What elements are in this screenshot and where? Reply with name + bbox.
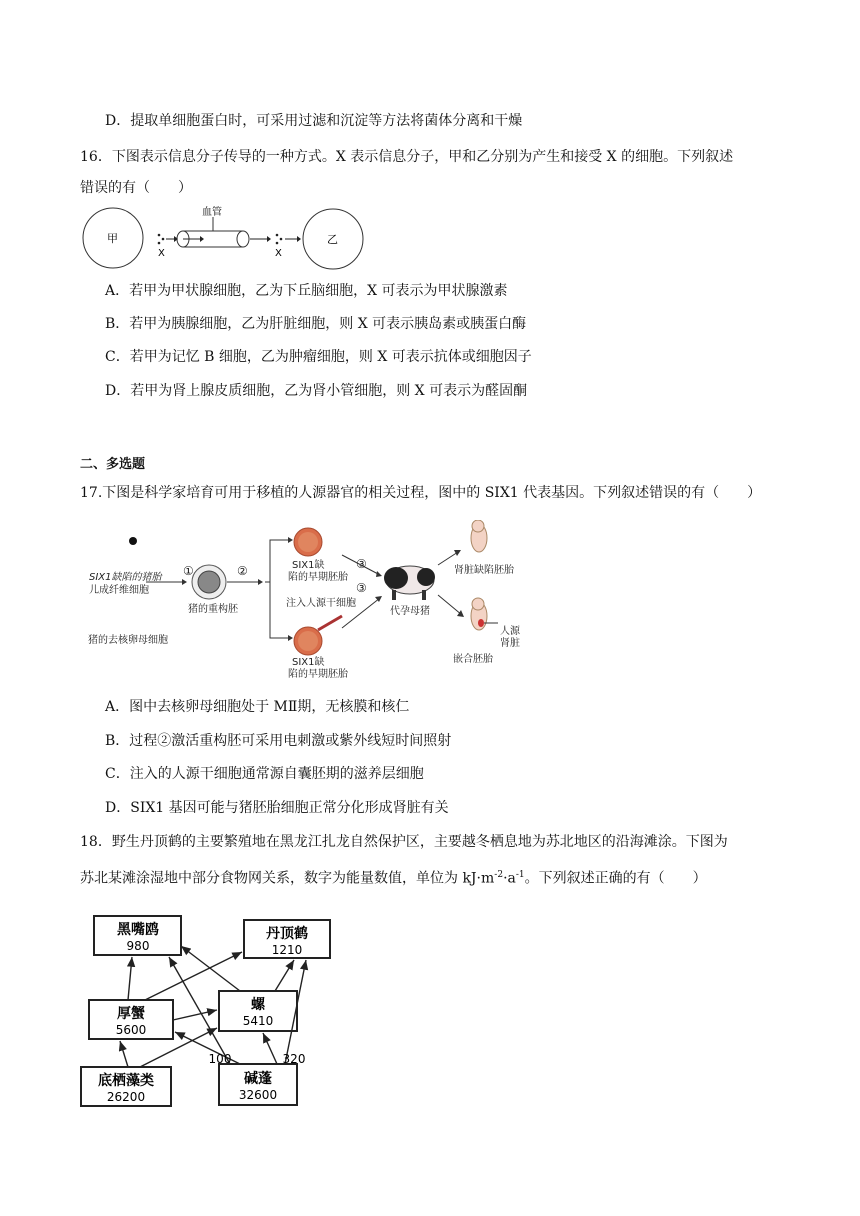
q16-option-d: D．若甲为肾上腺皮质细胞，乙为肾小管细胞，则 X 可表示为醛固酮 <box>105 383 528 399</box>
cell-b-label: 乙 <box>327 233 338 246</box>
edge-label-320: 320 <box>282 1052 306 1066</box>
q17-option-a: A．图中去核卵母细胞处于 MⅡ期，无核膜和核仁 <box>105 699 410 715</box>
q16-option-c: C．若甲为记忆 B 细胞，乙为肿瘤细胞，则 X 可表示抗体或细胞因子 <box>105 349 532 365</box>
human-kidney-label-1: 人源 <box>500 626 520 637</box>
node-black-gull-name: 黑嘴鸥 <box>117 922 159 938</box>
x-right-label: X <box>275 248 282 259</box>
reconstructed-embryo-label: 猪的重构胚 <box>188 604 238 615</box>
fibroblast-label-2: 儿成纤维细胞 <box>89 585 149 596</box>
surrogate-label: 代孕母猪 <box>390 606 430 617</box>
q17-stem: 17.下图是科学家培育可用于移植的人源器官的相关过程，图中的 SIX1 代表基因。下列叙述错误的有（ ） <box>80 485 762 501</box>
section-title: 二、多选题 <box>80 457 146 472</box>
oocyte-label: 猪的去核卵母细胞 <box>88 635 168 646</box>
q17-option-c: C．注入的人源干细胞通常源自囊胚期的滋养层细胞 <box>105 766 424 782</box>
step-1-label: ① <box>183 564 194 578</box>
edge-label-100: 100 <box>208 1052 232 1066</box>
fibroblast-label: SIX1缺陷的猪胎 <box>89 572 162 583</box>
human-kidney-label-2: 肾脏 <box>500 638 520 649</box>
q16-option-a: A．若甲为甲状腺细胞，乙为下丘脑细胞，X 可表示为甲状腺激素 <box>105 283 508 299</box>
q16-stem-line1: 16．下图表示信息分子传导的一种方式。X 表示信息分子，甲和乙分别为产生和接受 X 的细胞。下列叙述 <box>80 149 734 165</box>
node-crane-name: 丹顶鹤 <box>266 926 308 942</box>
defective-embryo-label: 肾脏缺陷胚胎 <box>454 565 514 576</box>
vessel-label: 血管 <box>202 207 222 218</box>
node-algae-value: 26200 <box>106 1090 146 1104</box>
q16-signal-diagram <box>80 204 370 280</box>
inject-label: 注入人源干细胞 <box>286 598 356 609</box>
cell-a-label: 甲 <box>107 232 118 245</box>
embryo-top-label-2: 陷的早期胚胎 <box>288 572 348 583</box>
q16-stem-line2: 错误的有（ ） <box>80 180 192 196</box>
node-algae-name: 底栖藻类 <box>98 1073 154 1089</box>
node-suaeda-name: 碱蓬 <box>244 1071 272 1087</box>
q17-process-diagram <box>80 520 540 682</box>
embryo-bottom-label-1: SIX1缺 <box>292 657 325 668</box>
node-crab-value: 5600 <box>115 1023 147 1037</box>
embryo-bottom-label-2: 陷的早期胚胎 <box>288 669 348 680</box>
q17-option-d: D．SIX1 基因可能与猪胚胎细胞正常分化形成肾脏有关 <box>105 800 449 816</box>
node-crane-value: 1210 <box>271 943 303 957</box>
q16-option-b: B．若甲为胰腺细胞，乙为肝脏细胞，则 X 可表示胰岛素或胰蛋白酶 <box>105 316 527 332</box>
q15-option-d: D．提取单细胞蛋白时，可采用过滤和沉淀等方法将菌体分离和干燥 <box>105 113 523 129</box>
step-3a-label: ③ <box>356 557 367 571</box>
step-2-label: ② <box>237 564 248 578</box>
q18-food-web <box>80 910 340 1110</box>
node-suaeda-value: 32600 <box>238 1088 278 1102</box>
node-crab-name: 厚蟹 <box>117 1006 145 1022</box>
node-snail-name: 螺 <box>251 997 265 1013</box>
step-3b-label: ③ <box>356 581 367 595</box>
x-left-label: X <box>158 248 165 259</box>
q18-stem-line2: 苏北某滩涂湿地中部分食物网关系，数字为能量数值，单位为 $kJ\cdot m^{-2}\cdot a^{-1}$。下列叙述正确的有（ ） <box>80 870 707 887</box>
q17-option-b: B．过程②激活重构胚可采用电刺激或紫外线短时间照射 <box>105 733 452 749</box>
q18-stem-line1: 18．野生丹顶鹤的主要繁殖地在黑龙江扎龙自然保护区，主要越冬栖息地为苏北地区的沿海滩涂。下图为 <box>80 834 728 850</box>
chimeric-embryo-label: 嵌合胚胎 <box>453 654 493 665</box>
node-black-gull-value: 980 <box>126 939 150 953</box>
node-snail-value: 5410 <box>242 1014 274 1028</box>
embryo-top-label-1: SIX1缺 <box>292 560 325 571</box>
